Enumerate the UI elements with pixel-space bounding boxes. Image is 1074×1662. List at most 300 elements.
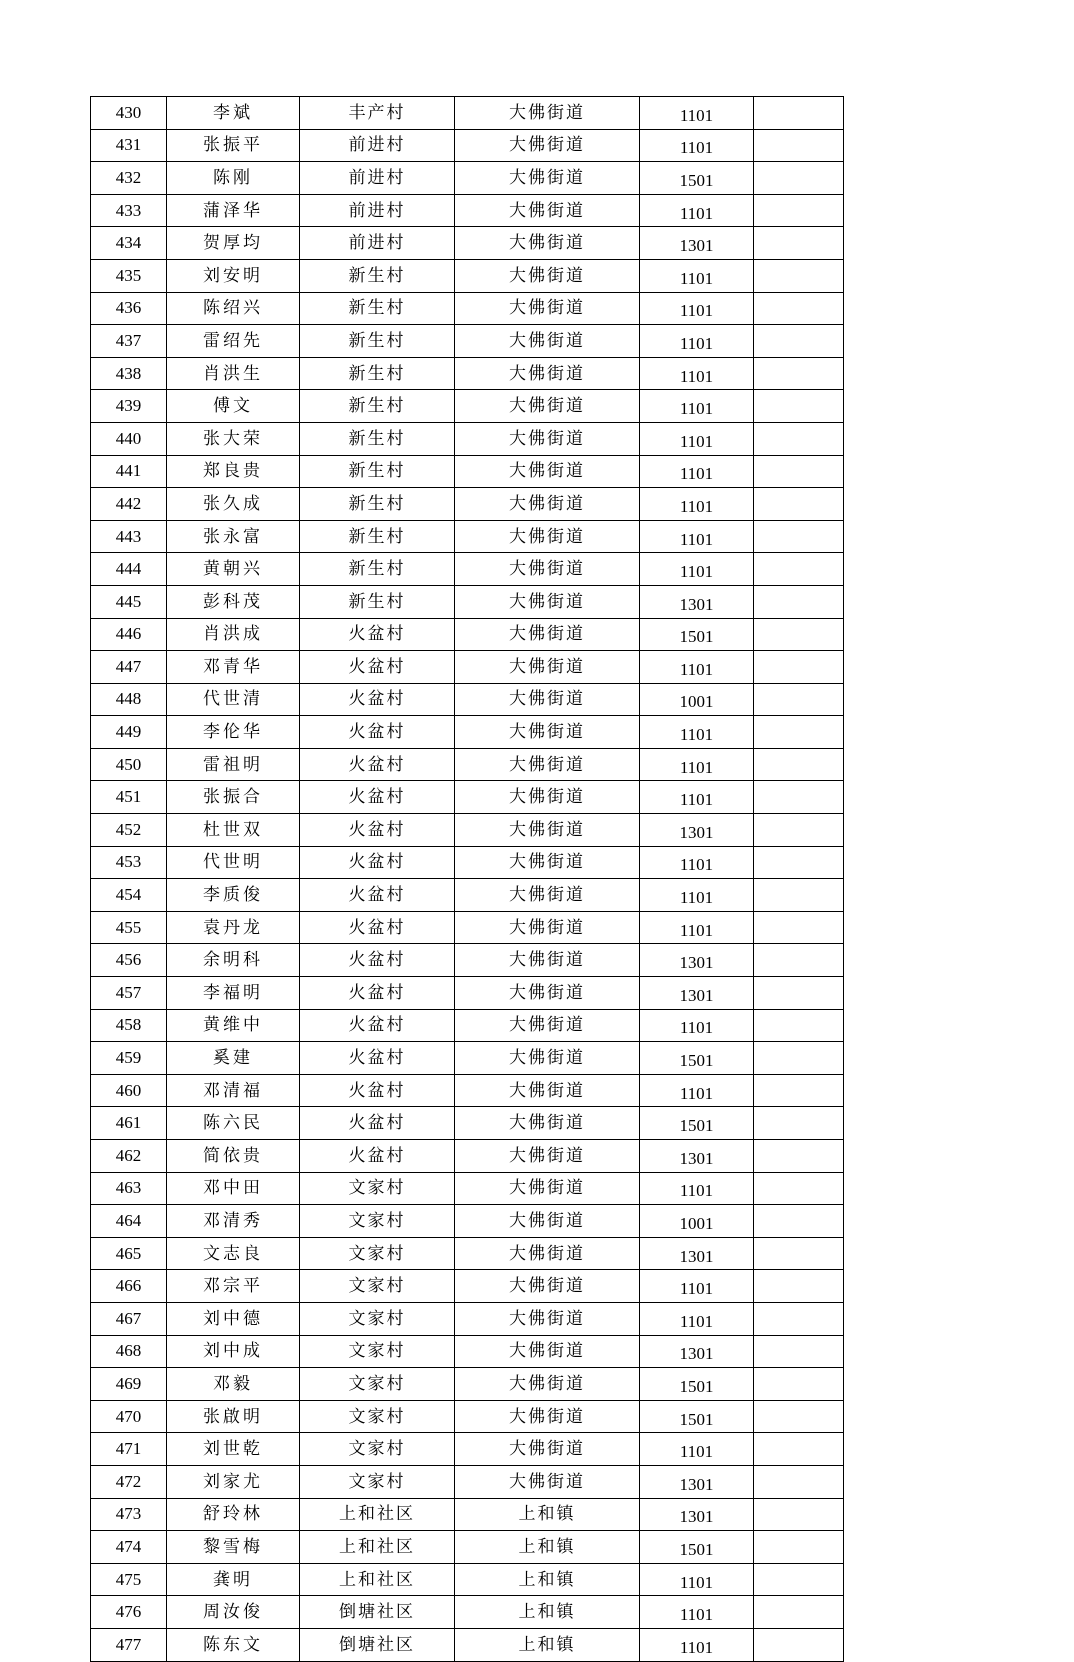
street-cell: 上和镇 (455, 1531, 640, 1564)
name-cell: 杜世双 (167, 814, 300, 847)
table-row (91, 1140, 844, 1173)
code-cell: 1501 (640, 618, 754, 651)
remark-cell (754, 781, 844, 814)
village-cell: 火盆村 (300, 683, 455, 716)
village-cell: 丰产村 (300, 97, 455, 130)
row-number-cell: 458 (91, 1009, 167, 1042)
code-cell: 1101 (640, 1009, 754, 1042)
village-cell: 火盆村 (300, 1107, 455, 1140)
code-cell: 1101 (640, 422, 754, 455)
name-cell: 邓宗平 (167, 1270, 300, 1303)
table-row (91, 1074, 844, 1107)
street-cell: 大佛街道 (455, 129, 640, 162)
name-cell: 贺厚均 (167, 227, 300, 260)
code-cell: 1101 (640, 1302, 754, 1335)
code-cell: 1101 (640, 259, 754, 292)
code-cell: 1301 (640, 1498, 754, 1531)
name-cell: 张久成 (167, 488, 300, 521)
street-cell: 大佛街道 (455, 390, 640, 423)
village-cell: 文家村 (300, 1335, 455, 1368)
village-cell: 文家村 (300, 1302, 455, 1335)
remark-cell (754, 748, 844, 781)
remark-cell (754, 97, 844, 130)
village-cell: 文家村 (300, 1270, 455, 1303)
row-number-cell: 433 (91, 194, 167, 227)
village-cell: 上和社区 (300, 1531, 455, 1564)
code-cell: 1501 (640, 162, 754, 195)
code-cell: 1101 (640, 455, 754, 488)
remark-cell (754, 1498, 844, 1531)
village-cell: 火盆村 (300, 944, 455, 977)
street-cell: 大佛街道 (455, 488, 640, 521)
street-cell: 大佛街道 (455, 97, 640, 130)
street-cell: 大佛街道 (455, 325, 640, 358)
row-number-cell: 440 (91, 422, 167, 455)
name-cell: 刘安明 (167, 259, 300, 292)
row-number-cell: 446 (91, 618, 167, 651)
remark-cell (754, 1368, 844, 1401)
street-cell: 大佛街道 (455, 1107, 640, 1140)
remark-cell (754, 1465, 844, 1498)
name-cell: 陈刚 (167, 162, 300, 195)
row-number-cell: 470 (91, 1400, 167, 1433)
code-cell: 1301 (640, 944, 754, 977)
row-number-cell: 468 (91, 1335, 167, 1368)
name-cell: 雷绍先 (167, 325, 300, 358)
table-row (91, 1498, 844, 1531)
village-cell: 火盆村 (300, 651, 455, 684)
row-number-cell: 469 (91, 1368, 167, 1401)
code-cell: 1101 (640, 129, 754, 162)
remark-cell (754, 618, 844, 651)
street-cell: 大佛街道 (455, 911, 640, 944)
street-cell: 大佛街道 (455, 748, 640, 781)
code-cell: 1301 (640, 1465, 754, 1498)
row-number-cell: 465 (91, 1237, 167, 1270)
street-cell: 大佛街道 (455, 227, 640, 260)
table-row (91, 390, 844, 423)
table-row (91, 1237, 844, 1270)
village-cell: 新生村 (300, 422, 455, 455)
code-cell: 1301 (640, 227, 754, 260)
village-cell: 火盆村 (300, 748, 455, 781)
name-cell: 张永富 (167, 520, 300, 553)
table-row (91, 911, 844, 944)
row-number-cell: 448 (91, 683, 167, 716)
village-cell: 倒塘社区 (300, 1596, 455, 1629)
table-row (91, 879, 844, 912)
code-cell: 1101 (640, 292, 754, 325)
code-cell: 1101 (640, 879, 754, 912)
row-number-cell: 436 (91, 292, 167, 325)
remark-cell (754, 1074, 844, 1107)
table-row (91, 1302, 844, 1335)
code-cell: 1001 (640, 683, 754, 716)
village-cell: 前进村 (300, 194, 455, 227)
name-cell: 张啟明 (167, 1400, 300, 1433)
code-cell: 1301 (640, 1237, 754, 1270)
row-number-cell: 476 (91, 1596, 167, 1629)
code-cell: 1101 (640, 781, 754, 814)
table-row (91, 977, 844, 1010)
street-cell: 大佛街道 (455, 1205, 640, 1238)
village-cell: 前进村 (300, 227, 455, 260)
table-row (91, 1596, 844, 1629)
village-cell: 火盆村 (300, 781, 455, 814)
street-cell: 大佛街道 (455, 1237, 640, 1270)
row-number-cell: 457 (91, 977, 167, 1010)
name-cell: 肖洪生 (167, 357, 300, 390)
name-cell: 陈六民 (167, 1107, 300, 1140)
name-cell: 黄朝兴 (167, 553, 300, 586)
row-number-cell: 461 (91, 1107, 167, 1140)
name-cell: 周汝俊 (167, 1596, 300, 1629)
name-cell: 张振平 (167, 129, 300, 162)
street-cell: 上和镇 (455, 1628, 640, 1661)
table-row (91, 97, 844, 130)
code-cell: 1101 (640, 1074, 754, 1107)
table-row (91, 716, 844, 749)
row-number-cell: 447 (91, 651, 167, 684)
row-number-cell: 452 (91, 814, 167, 847)
name-cell: 代世清 (167, 683, 300, 716)
table-row (91, 1107, 844, 1140)
document-page (90, 96, 844, 1662)
code-cell: 1301 (640, 1335, 754, 1368)
village-cell: 火盆村 (300, 716, 455, 749)
street-cell: 大佛街道 (455, 944, 640, 977)
street-cell: 大佛街道 (455, 1433, 640, 1466)
street-cell: 大佛街道 (455, 716, 640, 749)
row-number-cell: 466 (91, 1270, 167, 1303)
village-cell: 火盆村 (300, 1042, 455, 1075)
name-cell: 邓清福 (167, 1074, 300, 1107)
table-row (91, 227, 844, 260)
code-cell: 1301 (640, 977, 754, 1010)
name-cell: 邓清秀 (167, 1205, 300, 1238)
name-cell: 雷祖明 (167, 748, 300, 781)
code-cell: 1101 (640, 748, 754, 781)
name-cell: 彭科茂 (167, 585, 300, 618)
street-cell: 大佛街道 (455, 1074, 640, 1107)
street-cell: 大佛街道 (455, 162, 640, 195)
village-cell: 新生村 (300, 488, 455, 521)
table-body (91, 97, 844, 1662)
street-cell: 大佛街道 (455, 259, 640, 292)
village-cell: 新生村 (300, 455, 455, 488)
row-number-cell: 462 (91, 1140, 167, 1173)
name-cell: 李斌 (167, 97, 300, 130)
village-cell: 文家村 (300, 1237, 455, 1270)
name-cell: 郑良贵 (167, 455, 300, 488)
row-number-cell: 451 (91, 781, 167, 814)
table-row (91, 846, 844, 879)
remark-cell (754, 944, 844, 977)
village-cell: 新生村 (300, 325, 455, 358)
table-row (91, 455, 844, 488)
village-cell: 文家村 (300, 1465, 455, 1498)
table-row (91, 683, 844, 716)
village-cell: 新生村 (300, 357, 455, 390)
village-cell: 新生村 (300, 520, 455, 553)
row-number-cell: 471 (91, 1433, 167, 1466)
name-cell: 张大荣 (167, 422, 300, 455)
row-number-cell: 455 (91, 911, 167, 944)
table-row (91, 553, 844, 586)
name-cell: 李伦华 (167, 716, 300, 749)
table-row (91, 1009, 844, 1042)
name-cell: 肖洪成 (167, 618, 300, 651)
table-row (91, 585, 844, 618)
row-number-cell: 473 (91, 1498, 167, 1531)
table-row (91, 162, 844, 195)
remark-cell (754, 846, 844, 879)
remark-cell (754, 1433, 844, 1466)
code-cell: 1501 (640, 1042, 754, 1075)
row-number-cell: 434 (91, 227, 167, 260)
remark-cell (754, 325, 844, 358)
remark-cell (754, 1009, 844, 1042)
remark-cell (754, 1302, 844, 1335)
row-number-cell: 441 (91, 455, 167, 488)
village-cell: 新生村 (300, 585, 455, 618)
village-cell: 火盆村 (300, 1074, 455, 1107)
remark-cell (754, 814, 844, 847)
village-cell: 前进村 (300, 129, 455, 162)
table-row (91, 1465, 844, 1498)
village-cell: 文家村 (300, 1400, 455, 1433)
name-cell: 蒲泽华 (167, 194, 300, 227)
street-cell: 大佛街道 (455, 879, 640, 912)
code-cell: 1101 (640, 553, 754, 586)
remark-cell (754, 1596, 844, 1629)
table-row (91, 422, 844, 455)
name-cell: 傅文 (167, 390, 300, 423)
table-row (91, 944, 844, 977)
name-cell: 龚明 (167, 1563, 300, 1596)
table-row (91, 748, 844, 781)
remark-cell (754, 1563, 844, 1596)
remark-cell (754, 716, 844, 749)
remark-cell (754, 585, 844, 618)
street-cell: 大佛街道 (455, 1140, 640, 1173)
remark-cell (754, 1205, 844, 1238)
row-number-cell: 459 (91, 1042, 167, 1075)
table-row (91, 129, 844, 162)
row-number-cell: 443 (91, 520, 167, 553)
code-cell: 1501 (640, 1368, 754, 1401)
table-row (91, 488, 844, 521)
table-row (91, 325, 844, 358)
row-number-cell: 432 (91, 162, 167, 195)
remark-cell (754, 488, 844, 521)
village-cell: 火盆村 (300, 1140, 455, 1173)
table-row (91, 1400, 844, 1433)
street-cell: 大佛街道 (455, 1009, 640, 1042)
village-cell: 新生村 (300, 553, 455, 586)
code-cell: 1301 (640, 585, 754, 618)
code-cell: 1101 (640, 325, 754, 358)
village-cell: 文家村 (300, 1368, 455, 1401)
name-cell: 邓中田 (167, 1172, 300, 1205)
table-row (91, 781, 844, 814)
name-cell: 文志良 (167, 1237, 300, 1270)
remark-cell (754, 1237, 844, 1270)
village-cell: 新生村 (300, 292, 455, 325)
table-row (91, 1368, 844, 1401)
row-number-cell: 444 (91, 553, 167, 586)
code-cell: 1301 (640, 814, 754, 847)
street-cell: 大佛街道 (455, 292, 640, 325)
remark-cell (754, 390, 844, 423)
remark-cell (754, 1628, 844, 1661)
remark-cell (754, 259, 844, 292)
remark-cell (754, 1270, 844, 1303)
table-row (91, 618, 844, 651)
table-row (91, 1563, 844, 1596)
row-number-cell: 460 (91, 1074, 167, 1107)
street-cell: 大佛街道 (455, 683, 640, 716)
table-row (91, 1531, 844, 1564)
code-cell: 1101 (640, 911, 754, 944)
row-number-cell: 445 (91, 585, 167, 618)
table-row (91, 520, 844, 553)
village-cell: 火盆村 (300, 846, 455, 879)
row-number-cell: 467 (91, 1302, 167, 1335)
name-cell: 刘家尤 (167, 1465, 300, 1498)
remark-cell (754, 292, 844, 325)
row-number-cell: 438 (91, 357, 167, 390)
row-number-cell: 454 (91, 879, 167, 912)
street-cell: 上和镇 (455, 1498, 640, 1531)
street-cell: 大佛街道 (455, 520, 640, 553)
village-cell: 火盆村 (300, 814, 455, 847)
records-table (90, 96, 844, 1662)
street-cell: 大佛街道 (455, 1368, 640, 1401)
code-cell: 1101 (640, 488, 754, 521)
remark-cell (754, 1531, 844, 1564)
name-cell: 陈绍兴 (167, 292, 300, 325)
table-row (91, 1433, 844, 1466)
village-cell: 上和社区 (300, 1563, 455, 1596)
street-cell: 大佛街道 (455, 651, 640, 684)
village-cell: 前进村 (300, 162, 455, 195)
code-cell: 1301 (640, 1140, 754, 1173)
code-cell: 1101 (640, 97, 754, 130)
street-cell: 大佛街道 (455, 194, 640, 227)
remark-cell (754, 911, 844, 944)
remark-cell (754, 227, 844, 260)
code-cell: 1001 (640, 1205, 754, 1238)
village-cell: 倒塘社区 (300, 1628, 455, 1661)
village-cell: 新生村 (300, 259, 455, 292)
code-cell: 1101 (640, 716, 754, 749)
name-cell: 袁丹龙 (167, 911, 300, 944)
street-cell: 大佛街道 (455, 357, 640, 390)
street-cell: 大佛街道 (455, 1400, 640, 1433)
table-row (91, 1042, 844, 1075)
remark-cell (754, 194, 844, 227)
village-cell: 火盆村 (300, 1009, 455, 1042)
code-cell: 1101 (640, 357, 754, 390)
code-cell: 1501 (640, 1400, 754, 1433)
table-row (91, 1172, 844, 1205)
street-cell: 大佛街道 (455, 1302, 640, 1335)
street-cell: 大佛街道 (455, 1270, 640, 1303)
name-cell: 奚建 (167, 1042, 300, 1075)
village-cell: 上和社区 (300, 1498, 455, 1531)
table-row (91, 357, 844, 390)
code-cell: 1501 (640, 1107, 754, 1140)
row-number-cell: 464 (91, 1205, 167, 1238)
name-cell: 刘中德 (167, 1302, 300, 1335)
remark-cell (754, 553, 844, 586)
remark-cell (754, 879, 844, 912)
remark-cell (754, 1172, 844, 1205)
street-cell: 大佛街道 (455, 618, 640, 651)
street-cell: 大佛街道 (455, 422, 640, 455)
street-cell: 上和镇 (455, 1563, 640, 1596)
code-cell: 1101 (640, 194, 754, 227)
row-number-cell: 442 (91, 488, 167, 521)
name-cell: 刘世乾 (167, 1433, 300, 1466)
street-cell: 大佛街道 (455, 1042, 640, 1075)
name-cell: 代世明 (167, 846, 300, 879)
row-number-cell: 475 (91, 1563, 167, 1596)
village-cell: 火盆村 (300, 618, 455, 651)
table-row (91, 1205, 844, 1238)
name-cell: 邓毅 (167, 1368, 300, 1401)
row-number-cell: 449 (91, 716, 167, 749)
name-cell: 陈东文 (167, 1628, 300, 1661)
name-cell: 余明科 (167, 944, 300, 977)
code-cell: 1101 (640, 520, 754, 553)
name-cell: 张振合 (167, 781, 300, 814)
row-number-cell: 453 (91, 846, 167, 879)
code-cell: 1101 (640, 1628, 754, 1661)
row-number-cell: 474 (91, 1531, 167, 1564)
street-cell: 大佛街道 (455, 1335, 640, 1368)
row-number-cell: 463 (91, 1172, 167, 1205)
village-cell: 火盆村 (300, 977, 455, 1010)
name-cell: 李质俊 (167, 879, 300, 912)
village-cell: 火盆村 (300, 911, 455, 944)
name-cell: 李福明 (167, 977, 300, 1010)
remark-cell (754, 455, 844, 488)
remark-cell (754, 683, 844, 716)
row-number-cell: 435 (91, 259, 167, 292)
table-row (91, 1335, 844, 1368)
street-cell: 大佛街道 (455, 814, 640, 847)
row-number-cell: 456 (91, 944, 167, 977)
remark-cell (754, 651, 844, 684)
remark-cell (754, 1042, 844, 1075)
table-row (91, 292, 844, 325)
remark-cell (754, 1140, 844, 1173)
remark-cell (754, 1335, 844, 1368)
code-cell: 1101 (640, 1596, 754, 1629)
table-row (91, 259, 844, 292)
remark-cell (754, 520, 844, 553)
village-cell: 文家村 (300, 1205, 455, 1238)
remark-cell (754, 162, 844, 195)
code-cell: 1101 (640, 1433, 754, 1466)
remark-cell (754, 357, 844, 390)
name-cell: 舒玲林 (167, 1498, 300, 1531)
name-cell: 刘中成 (167, 1335, 300, 1368)
table-row (91, 1270, 844, 1303)
row-number-cell: 439 (91, 390, 167, 423)
